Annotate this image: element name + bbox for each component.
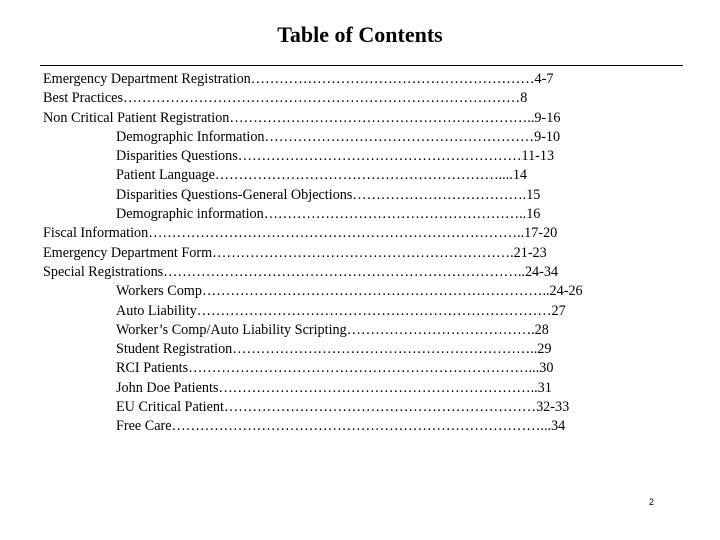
- toc-subentry: EU Critical Patient…………………………………………………………32-33: [116, 399, 570, 416]
- toc-subentry: Patient Language……………………………………………………....14: [116, 167, 528, 184]
- toc-subentry: Workers Comp………………………………………………………………..24-26: [116, 283, 583, 300]
- toc-entry: Emergency Department Form……………………………………………………….21-23: [43, 244, 547, 261]
- toc-subentry: John Doe Patients…………………………………………………………..31: [116, 379, 552, 396]
- toc-entry: Best Practices…………………………………………………………………………8: [43, 90, 528, 107]
- toc-entry: Fiscal Information……………………………………………………………………..17-20: [43, 225, 558, 242]
- toc-subentry: Free Care……………………………………………………………………...34: [116, 418, 566, 435]
- toc-subentry: Demographic information………………………………………………..16: [116, 206, 541, 223]
- table-of-contents-list: [43, 70, 683, 437]
- toc-entry: Special Registrations…………………………………………………………………..24-34: [43, 263, 559, 280]
- toc-subentry: Student Registration………………………………………………………..29: [116, 341, 552, 358]
- toc-subentry: Worker’s Comp/Auto Liability Scripting………………………………….28: [116, 321, 549, 338]
- toc-subentry: Auto Liability…………………………………………………………………27: [116, 302, 566, 319]
- toc-subentry: Demographic Information…………………………………………………9-10: [116, 128, 561, 145]
- toc-subentry: Disparities Questions……………………………………………………11-13: [116, 148, 555, 165]
- page-title: Table of Contents: [277, 22, 443, 47]
- page-number: 2: [649, 497, 655, 507]
- toc-entry: Emergency Department Registration……………………………………………………4-7: [43, 71, 554, 87]
- title-divider: [40, 65, 683, 66]
- toc-entry: Non Critical Patient Registration………………………………………………………..9-16: [43, 109, 561, 126]
- toc-subentry: RCI Patients………………………………………………………………...30: [116, 360, 554, 377]
- toc-subentry: Disparities Questions-General Objections……………………………….15: [116, 186, 541, 203]
